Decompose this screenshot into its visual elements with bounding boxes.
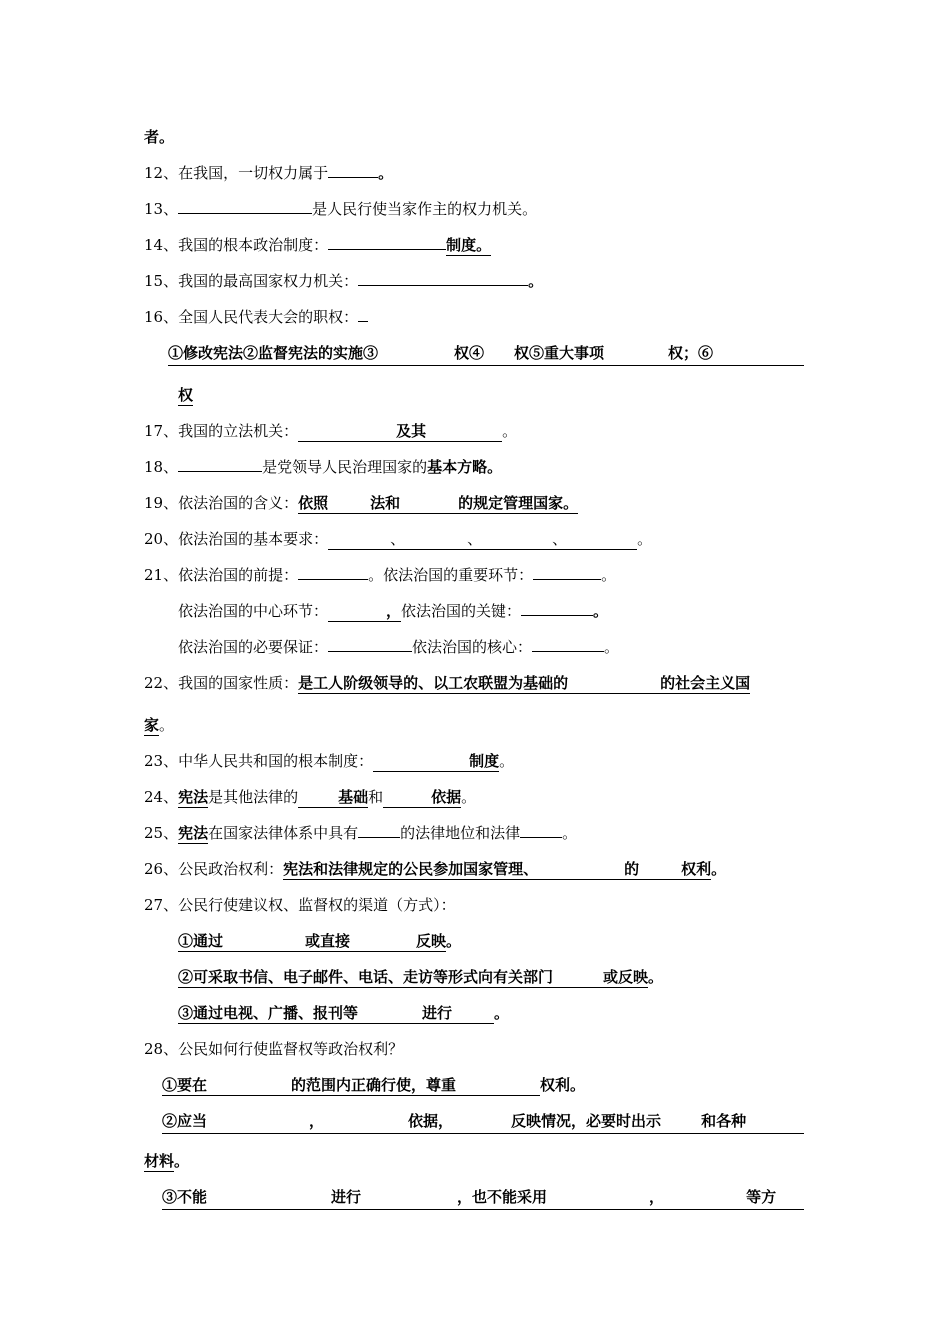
powers-part-2: 权④ [454,344,485,362]
item-26 [144,858,726,880]
punct: 。 [601,566,617,584]
item-19-answer-3: 的规定管理国家。 [458,494,579,512]
item-25-text: 在国家法律体系中具有 [208,824,359,842]
item-25-answer: 宪法 [178,824,209,842]
punct: ， [649,1188,665,1206]
punct: 。 [446,932,462,950]
item-25 [144,822,577,844]
item-13 [144,198,537,220]
item-28-cont [144,1150,189,1172]
item-25-text-2: 的法律地位和法律 [400,824,521,842]
powers-part-4: 权；⑥ [668,344,714,362]
blank [328,162,378,178]
punct: 。 [378,164,394,182]
blank [178,456,262,472]
item-28-answer-10: ，也不能采用 [457,1188,548,1206]
punct: 。 [174,1152,190,1170]
blank [358,822,400,838]
blank [328,636,412,652]
item-25-num: 25、 [144,824,179,842]
item-28 [144,1038,403,1060]
punct: 。 [499,752,515,770]
item-24-answer-3: 依据 [431,788,462,806]
item-12-text: 12、在我国，一切权力属于 [144,164,329,182]
blank [328,234,446,250]
separator: 、 [467,530,483,548]
item-22-answer-1: 是工人阶级领导的、以工农联盟为基础的 [298,674,569,692]
item-19-text: 19、依法治国的含义： [144,494,299,512]
punct: 。 [528,272,544,290]
blank [520,822,562,838]
punct: ， [386,602,402,620]
punct: 。 [593,602,609,620]
item-16-cont [178,384,193,406]
punct: 。 [604,638,620,656]
punct: 。 [711,860,727,878]
item-22-answer-2: 的社会主义国 [660,674,751,692]
item-21-text-3: 依法治国的中心环节： [178,602,329,620]
item-21-text-4: 依法治国的关键： [401,602,522,620]
item-27-answer-6: ③通过电视、广播、报刊等 [178,1004,359,1022]
item-21 [144,564,616,586]
item-28-row-1 [162,1074,585,1096]
item-28-answer-5: 反映情况，必要时出示 [511,1112,662,1130]
item-22 [144,672,750,694]
item-16-powers [168,342,804,366]
item-27-row-3 [178,1002,509,1024]
powers-part-1: ①修改宪法②监督宪法的实施③ [168,344,379,362]
item-12 [144,162,393,184]
blank [298,564,368,580]
blank [533,564,601,580]
item-21-text-5: 依法治国的必要保证： [178,638,329,656]
blank [358,306,368,322]
punct: 。 [494,1004,510,1022]
blank [178,198,312,214]
powers-part-5: 权 [178,386,194,404]
item-18-text: 是党领导人民治理国家的 [262,458,428,476]
item-21-text-2: 。依法治国的重要环节： [368,566,534,584]
item-17-answer: 及其 [396,422,427,440]
punct: 。 [461,788,477,806]
item-13-num: 13、 [144,200,179,218]
item-24-num: 24、 [144,788,179,806]
item-14 [144,234,491,256]
punct: 。 [159,716,175,734]
item-28-answer-7: 材料 [144,1152,175,1170]
item-27-text: 27、公民行使建议权、监督权的渠道（方式）： [144,896,456,914]
item-26-answer-1: 宪法和法律规定的公民参加国家管理、 [283,860,539,878]
item-20-text: 20、依法治国的基本要求： [144,530,329,548]
item-18-answer: 基本方略。 [427,458,503,476]
item-27-answer-2: 或直接 [305,932,351,950]
item-24-text: 是其他法律的 [208,788,299,806]
item-28-row-2 [162,1110,804,1134]
punct: 。 [562,824,578,842]
item-28-answer-2: 的范围内正确行使，尊重 [291,1076,457,1094]
item-27-answer-3: 反映 [416,932,447,950]
item-26-answer-2: 的 [624,860,640,878]
item-28-answer-1: ①要在 [162,1076,208,1094]
item-22-text: 22、我国的国家性质： [144,674,299,692]
item-27 [144,894,456,916]
blank [358,270,528,286]
item-28-row-3 [162,1186,804,1210]
item-23 [144,750,514,772]
item-26-answer-3: 权利 [681,860,712,878]
item-27-answer-1: ①通过 [178,932,224,950]
item-28-text-2: 权利。 [540,1076,586,1094]
item-19 [144,492,578,514]
item-27-answer-5: 或反映 [603,968,649,986]
item-23-answer: 制度 [469,752,500,770]
punct: ， [309,1112,325,1130]
item-16 [144,306,368,328]
separator: 、 [552,530,568,548]
item-27-answer-7: 进行 [422,1004,453,1022]
powers-underlined-line [168,342,804,366]
item-17 [144,420,517,442]
item-22-cont [144,714,174,736]
line-text: 者。 [144,128,175,146]
item-21-text: 21、依法治国的前提： [144,566,299,584]
item-21-row-3 [178,636,619,658]
item-17-text: 17、我国的立法机关： [144,422,299,440]
punct: 。 [502,422,518,440]
blank [521,600,593,616]
item-27-row-2 [178,966,663,988]
item-27-row-1 [178,930,461,952]
item-26-text: 26、公民政治权利： [144,860,284,878]
item-28-answer-11: 等方 [746,1188,777,1206]
separator: 、 [390,530,406,548]
item-16-text: 16、全国人民代表大会的职权： [144,308,359,326]
item-28-answer-4: 依据， [408,1112,454,1130]
item-14-text: 14、我国的根本政治制度： [144,236,329,254]
item-19-answer-1: 依照 [298,494,329,512]
blank [532,636,604,652]
item-23-text: 23、中华人民共和国的根本制度： [144,752,374,770]
item-27-answer-4: ②可采取书信、电子邮件、电话、走访等形式向有关部门 [178,968,554,986]
item-28-answer-6: 和各种 [701,1112,747,1130]
item-15-text: 15、我国的最高国家权力机关： [144,272,359,290]
item-18 [144,456,502,478]
item-21-text-6: 依法治国的核心： [412,638,533,656]
item-28-answer-8: ③不能 [162,1188,208,1206]
item-21-row-2 [178,600,608,622]
item-28-text: 28、公民如何行使监督权等政治权利？ [144,1040,404,1058]
item-24-text-2: 和 [368,788,384,806]
powers-part-3: 权⑤重大事项 [514,344,605,362]
item-28-answer-3: ②应当 [162,1112,208,1130]
item-24-answer-1: 宪法 [178,788,209,806]
item-20 [144,528,652,550]
item-13-text: 是人民行使当家作主的权力机关。 [312,200,538,218]
item-28-answer-9: 进行 [331,1188,362,1206]
item-18-num: 18、 [144,458,179,476]
punct: 。 [648,968,664,986]
punct: 。 [637,530,653,548]
item-22-answer-3: 家 [144,716,160,734]
item-15 [144,270,543,292]
item-14-answer: 制度。 [446,236,492,254]
item-19-answer-2: 法和 [370,494,401,512]
item-24-answer-2: 基础 [338,788,369,806]
item-24 [144,786,476,808]
text-line-continuation [144,126,174,148]
